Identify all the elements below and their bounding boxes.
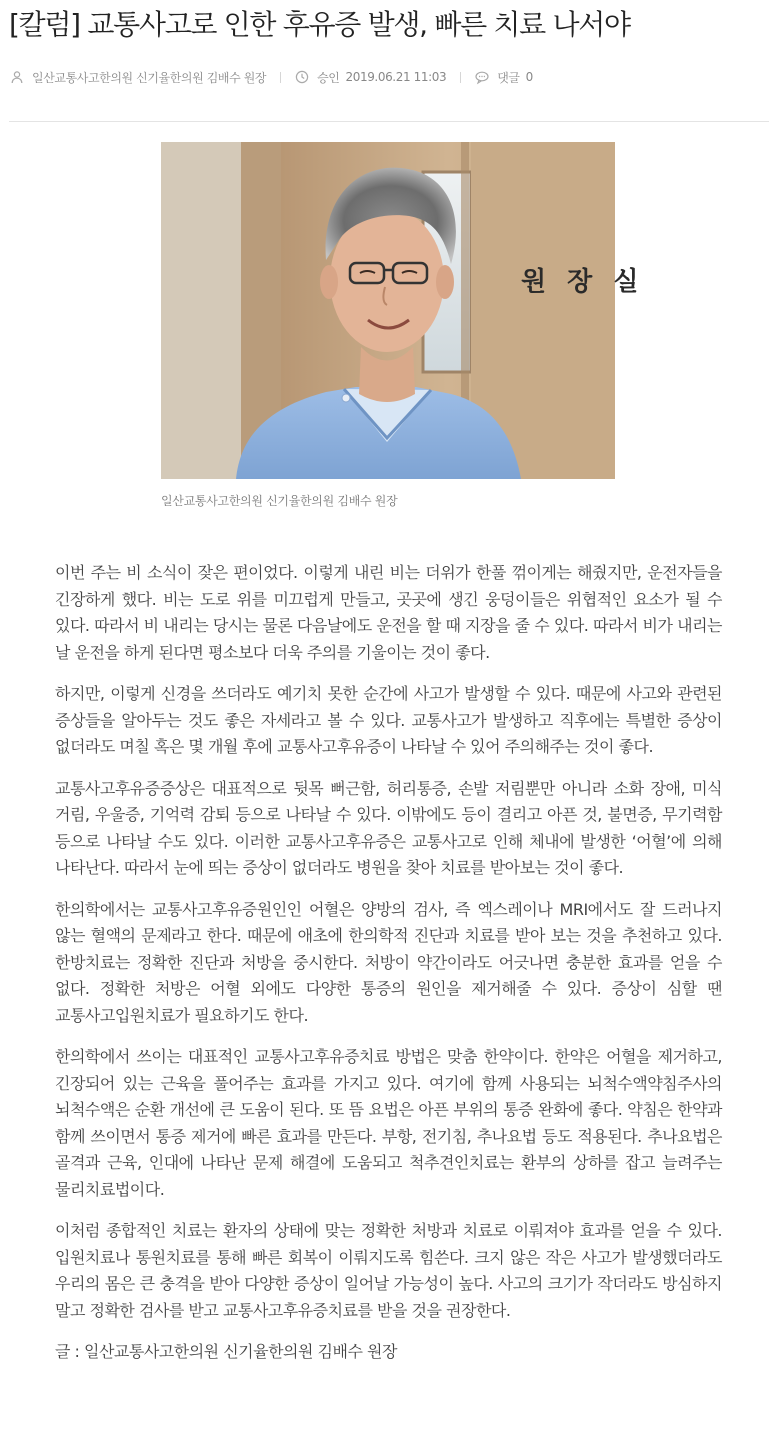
paragraph: 교통사고후유증증상은 대표적으로 뒷목 뻐근함, 허리통증, 손발 저림뿐만 아니라 소화 장애, 미식 거림, 우울증, 기억력 감퇴 등으로 나타날 수 있다. 이밖에도 등이 결리고 아픈 것, 불면증, 무기력함 등으로 나타날 수도 있다. 이러한 교통사고후유증은 교통사고로 인해 체내에 발생한 ‘어혈’에 의해 나타난다. 따라서 눈에 띄는 증상이 없더라도 병원을 찾아 치료를 받아보는 것이 좋다. bbox=[55, 778, 722, 877]
person-icon bbox=[10, 70, 24, 84]
paragraph: 한의학에서 쓰이는 대표적인 교통사고후유증치료 방법은 맞춤 한약이다. 한약은 어혈을 제거하고, 긴장되어 있는 근육을 풀어주는 효과를 가지고 있다. 여기에 함께 사용되는 뇌척수액약침주사의 뇌척수액은 순환 개선에 큰 도움이 된다. 또 뜸 요법은 아픈 부위의 통증 완화에 좋다. 약침은 한약과 함께 쓰이면서 통증 제거에 빠른 효과를 만든다. 부항, 전기침, 추나요법 등도 적용된다. 추나요법은 골격과 근육, 인대에 나타난 문제 해결에 도움되고 척추견인치료는 환부의 상하를 잡고 늘려주는 물리치료법이다. bbox=[55, 1047, 722, 1199]
author-info[interactable] bbox=[10, 69, 266, 86]
doctor-photo bbox=[161, 142, 645, 479]
article-byline: 글 : 일산교통사고한의원 신기율한의원 김배수 원장 bbox=[55, 1342, 397, 1361]
article-title: [칼럼] 교통사고로 인한 후유증 발생, 빠른 치료 나서야 bbox=[9, 8, 630, 41]
article-meta bbox=[10, 67, 533, 87]
paragraph: 이처럼 종합적인 치료는 환자의 상태에 맞는 정확한 처방과 치료로 이뤄져야 효과를 얻을 수 있다. 입원치료나 통원치료를 통해 빠른 회복이 이뤄지도록 힘쓴다. 크지 않은 작은 사고가 발생했더라도 우리의 몸은 큰 충격을 받아 다양한 증상이 일어날 가능성이 높다. 사고의 크기가 작더라도 방심하지 말고 정확한 검사를 받고 교통사고후유증치료를 받을 것을 권장한다. bbox=[55, 1221, 722, 1320]
approved-date: 2019.06.21 11:03 bbox=[345, 70, 447, 84]
comments-count: 0 bbox=[525, 70, 533, 84]
meta-divider bbox=[460, 72, 461, 83]
photo-caption: 일산교통사고한의원 신기율한의원 김배수 원장 bbox=[161, 494, 398, 508]
author-name: 일산교통사고한의원 신기율한의원 김배수 원장 bbox=[32, 70, 267, 85]
approval-info bbox=[295, 69, 446, 86]
header-divider bbox=[9, 121, 769, 122]
comment-icon bbox=[475, 70, 489, 84]
meta-divider bbox=[280, 72, 281, 83]
door-sign: 원 장 실 bbox=[521, 267, 645, 297]
paragraph: 이번 주는 비 소식이 잦은 편이었다. 이렇게 내린 비는 더위가 한풀 꺾이게는 해줬지만, 운전자들을 긴장하게 했다. 비는 도로 위를 미끄럽게 만들고, 곳곳에 생긴 웅덩이들은 위협적인 요소가 될 수 있다. 따라서 비 내리는 당시는 물론 다음날에도 운전을 할 때 지장을 줄 수 있다. 따라서 비가 내리는 날 운전을 하게 된다면 평소보다 더욱 주의를 기울이는 것이 좋다. bbox=[55, 563, 722, 662]
paragraph: 하지만, 이렇게 신경을 쓰더라도 예기치 못한 순간에 사고가 발생할 수 있다. 때문에 사고와 관련된 증상들을 알아두는 것도 좋은 자세라고 볼 수 있다. 교통사고가 발생하고 직후에는 특별한 증상이 없더라도 며칠 혹은 몇 개월 후에 교통사고후유증이 나타날 수 있어 주의해주는 것이 좋다. bbox=[55, 684, 722, 756]
comments-label: 댓글 bbox=[497, 70, 520, 85]
article-body bbox=[55, 560, 722, 1366]
clock-icon bbox=[295, 70, 309, 84]
comments-link[interactable] bbox=[475, 69, 533, 86]
approved-label: 승인 bbox=[317, 70, 340, 85]
paragraph: 한의학에서는 교통사고후유증원인인 어혈은 양방의 검사, 즉 엑스레이나 MRI에서도 잘 드러나지 않는 혈액의 문제라고 한다. 때문에 애초에 한의학적 진단과 치료를 받아 보는 것을 추천하고 있다. 한방치료는 정확한 진단과 처방을 중시한다. 처방이 약간이라도 어긋나면 충분한 효과를 얻을 수 없다. 정확한 처방은 어혈 외에도 다양한 통증의 원인을 제거해줄 수 있다. 증상이 심할 땐 교통사고입원치료가 필요하기도 한다. bbox=[55, 899, 722, 1025]
